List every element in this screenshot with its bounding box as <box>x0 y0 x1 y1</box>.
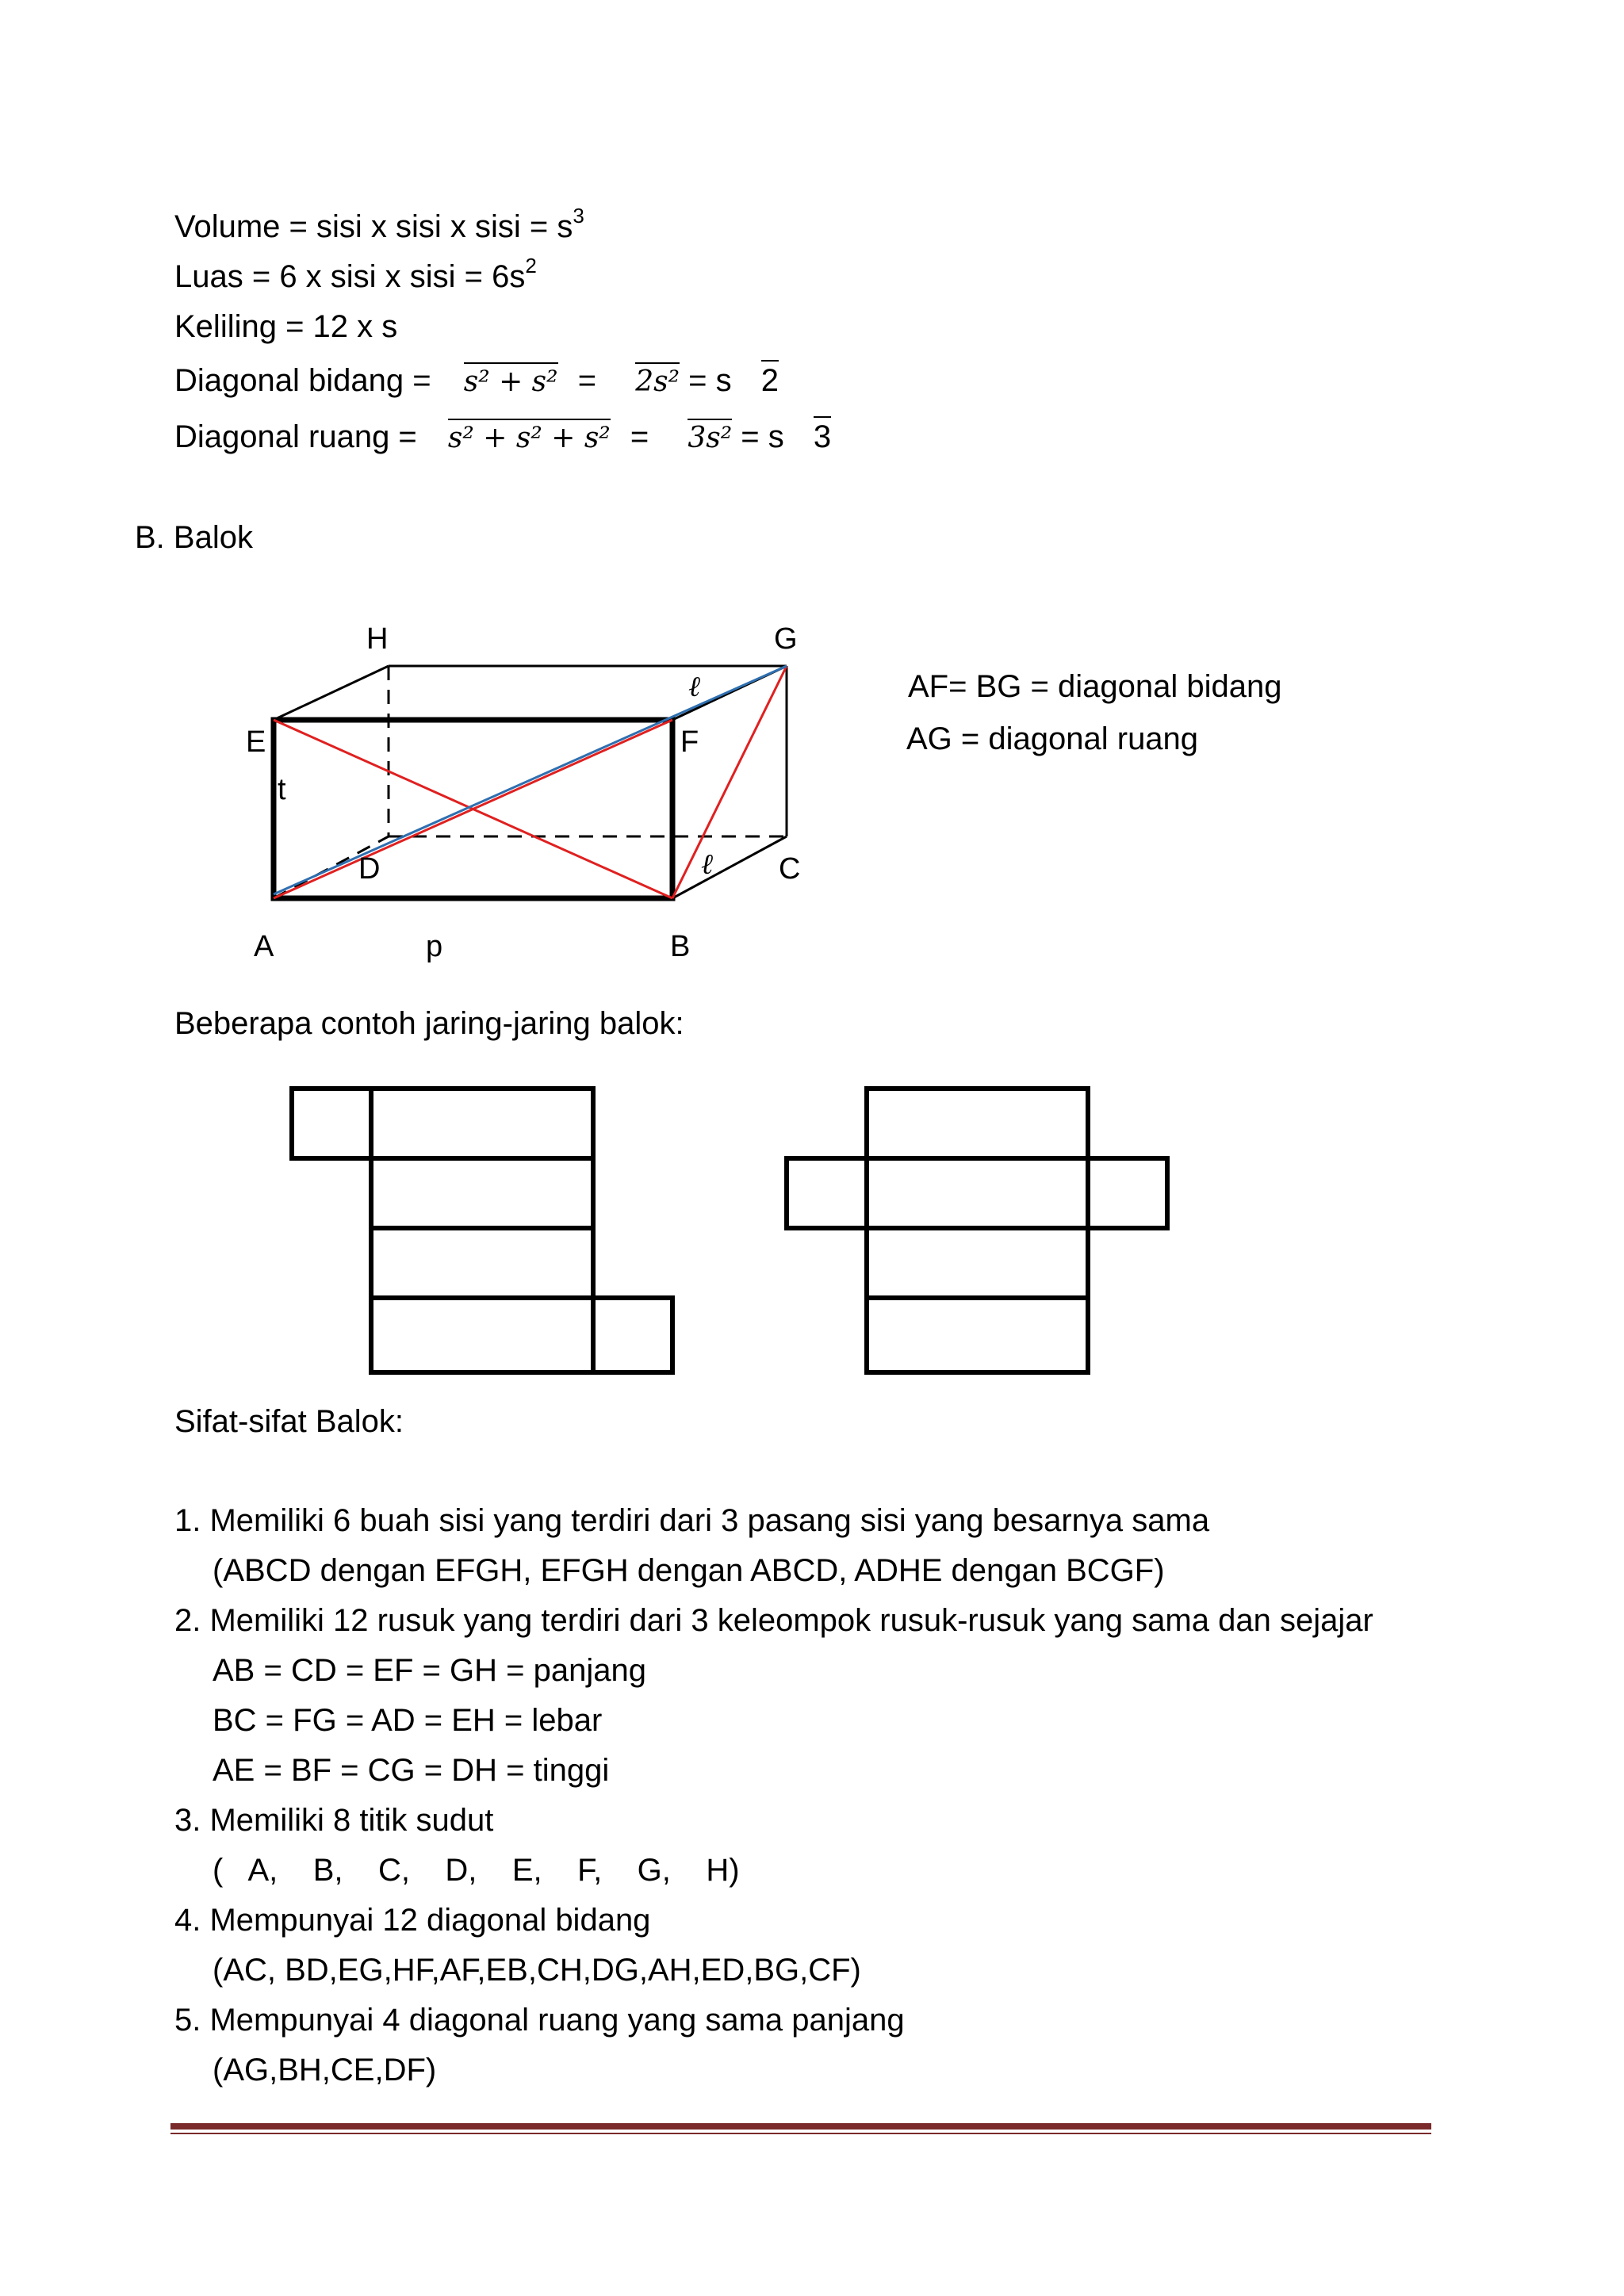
net-2 <box>787 1089 1167 1372</box>
net-1-tab <box>292 1089 371 1158</box>
note-face-diagonal: AF= BG = diagonal bidang <box>908 669 1282 704</box>
net-1-face-1 <box>371 1089 593 1158</box>
net-2-face-4 <box>867 1298 1088 1372</box>
dimension-label-l-top: ℓ <box>688 671 700 703</box>
vertex-label-f: F <box>680 725 699 759</box>
property-2-detail-1: AB = CD = EF = GH = panjang <box>213 1653 646 1688</box>
net-1-tab-2 <box>593 1298 672 1372</box>
volume-exponent: 3 <box>573 204 584 228</box>
vertex-label-h: H <box>366 622 389 656</box>
property-3-detail: ( A, B, C, D, E, F, G, H) <box>213 1853 740 1888</box>
vertex-label-b: B <box>670 930 691 963</box>
luas-text: Luas = 6 x sisi x sisi = 6s <box>174 259 526 294</box>
net-2-face-1 <box>867 1089 1088 1158</box>
diagonal-ruang-root2: 3s² <box>688 419 732 454</box>
diagonal-bidang-root2: 2s² <box>635 362 680 398</box>
property-2: 2. Memiliki 12 rusuk yang terdiri dari 3 keleompok rusuk-rusuk yang sama dan sejajar <box>174 1603 1373 1638</box>
property-4-detail: (AC, BD,EG,HF,AF,EB,CH,DG,AH,ED,BG,CF) <box>213 1953 861 1988</box>
section-title-balok: B. Balok <box>135 520 253 555</box>
diagonal-bidang-label: Diagonal bidang = <box>174 363 431 398</box>
diagonal-ruang-root3: 3 <box>814 416 831 454</box>
diagonal-bidang-eq: = <box>577 363 597 398</box>
diagonal-bidang-root3: 2 <box>761 360 779 398</box>
net-1-face-4 <box>371 1298 593 1372</box>
net-1-face-2 <box>371 1158 593 1228</box>
diagonal-bidang-result: = s <box>688 363 732 398</box>
property-2-detail-3: AE = BF = CG = DH = tinggi <box>213 1753 610 1788</box>
nets-heading: Beberapa contoh jaring-jaring balok: <box>174 1006 684 1041</box>
property-3: 3. Memiliki 8 titik sudut <box>174 1803 494 1838</box>
dimension-label-t: t <box>278 773 286 806</box>
net-1 <box>292 1089 672 1372</box>
net-1-face-3 <box>371 1228 593 1298</box>
dimension-label-p: p <box>426 930 443 963</box>
diagonal-ruang-root1: s² + s² + s² <box>448 419 611 454</box>
property-5-detail: (AG,BH,CE,DF) <box>213 2053 437 2087</box>
diagonal-ruang-label: Diagonal ruang = <box>174 419 417 454</box>
property-1: 1. Memiliki 6 buah sisi yang terdiri dari 3 pasang sisi yang besarnya sama <box>174 1503 1210 1538</box>
luas-exponent: 2 <box>525 254 537 277</box>
vertex-label-a: A <box>254 930 274 963</box>
vertex-label-d: D <box>358 852 381 886</box>
property-1-detail: (ABCD dengan EFGH, EFGH dengan ABCD, ADHE dengan BCGF) <box>213 1553 1165 1588</box>
volume-text: Volume = sisi x sisi x sisi = s <box>174 209 573 244</box>
net-2-face-2 <box>867 1158 1088 1228</box>
diagonal-ruang-result: = s <box>741 419 784 454</box>
footer-rule <box>170 2123 1431 2130</box>
diagonal-ruang-eq: = <box>630 419 649 454</box>
keliling-formula: Keliling = 12 x s <box>174 309 398 344</box>
properties-heading: Sifat-sifat Balok: <box>174 1404 404 1439</box>
property-2-detail-2: BC = FG = AD = EH = lebar <box>213 1703 603 1738</box>
footer-rule-thin <box>170 2133 1431 2134</box>
net-2-tab-right <box>1088 1158 1167 1228</box>
vertex-label-g: G <box>774 622 798 656</box>
net-2-face-3 <box>867 1228 1088 1298</box>
property-5: 5. Mempunyai 4 diagonal ruang yang sama panjang <box>174 2003 905 2038</box>
vertex-label-c: C <box>779 852 801 886</box>
note-space-diagonal: AG = diagonal ruang <box>906 721 1199 756</box>
diagonal-bidang-root1: s² + s² <box>464 362 558 398</box>
vertex-label-e: E <box>246 725 266 759</box>
net-2-tab-left <box>787 1158 867 1228</box>
dimension-label-l-side: ℓ <box>701 848 713 881</box>
property-4: 4. Mempunyai 12 diagonal bidang <box>174 1903 651 1938</box>
